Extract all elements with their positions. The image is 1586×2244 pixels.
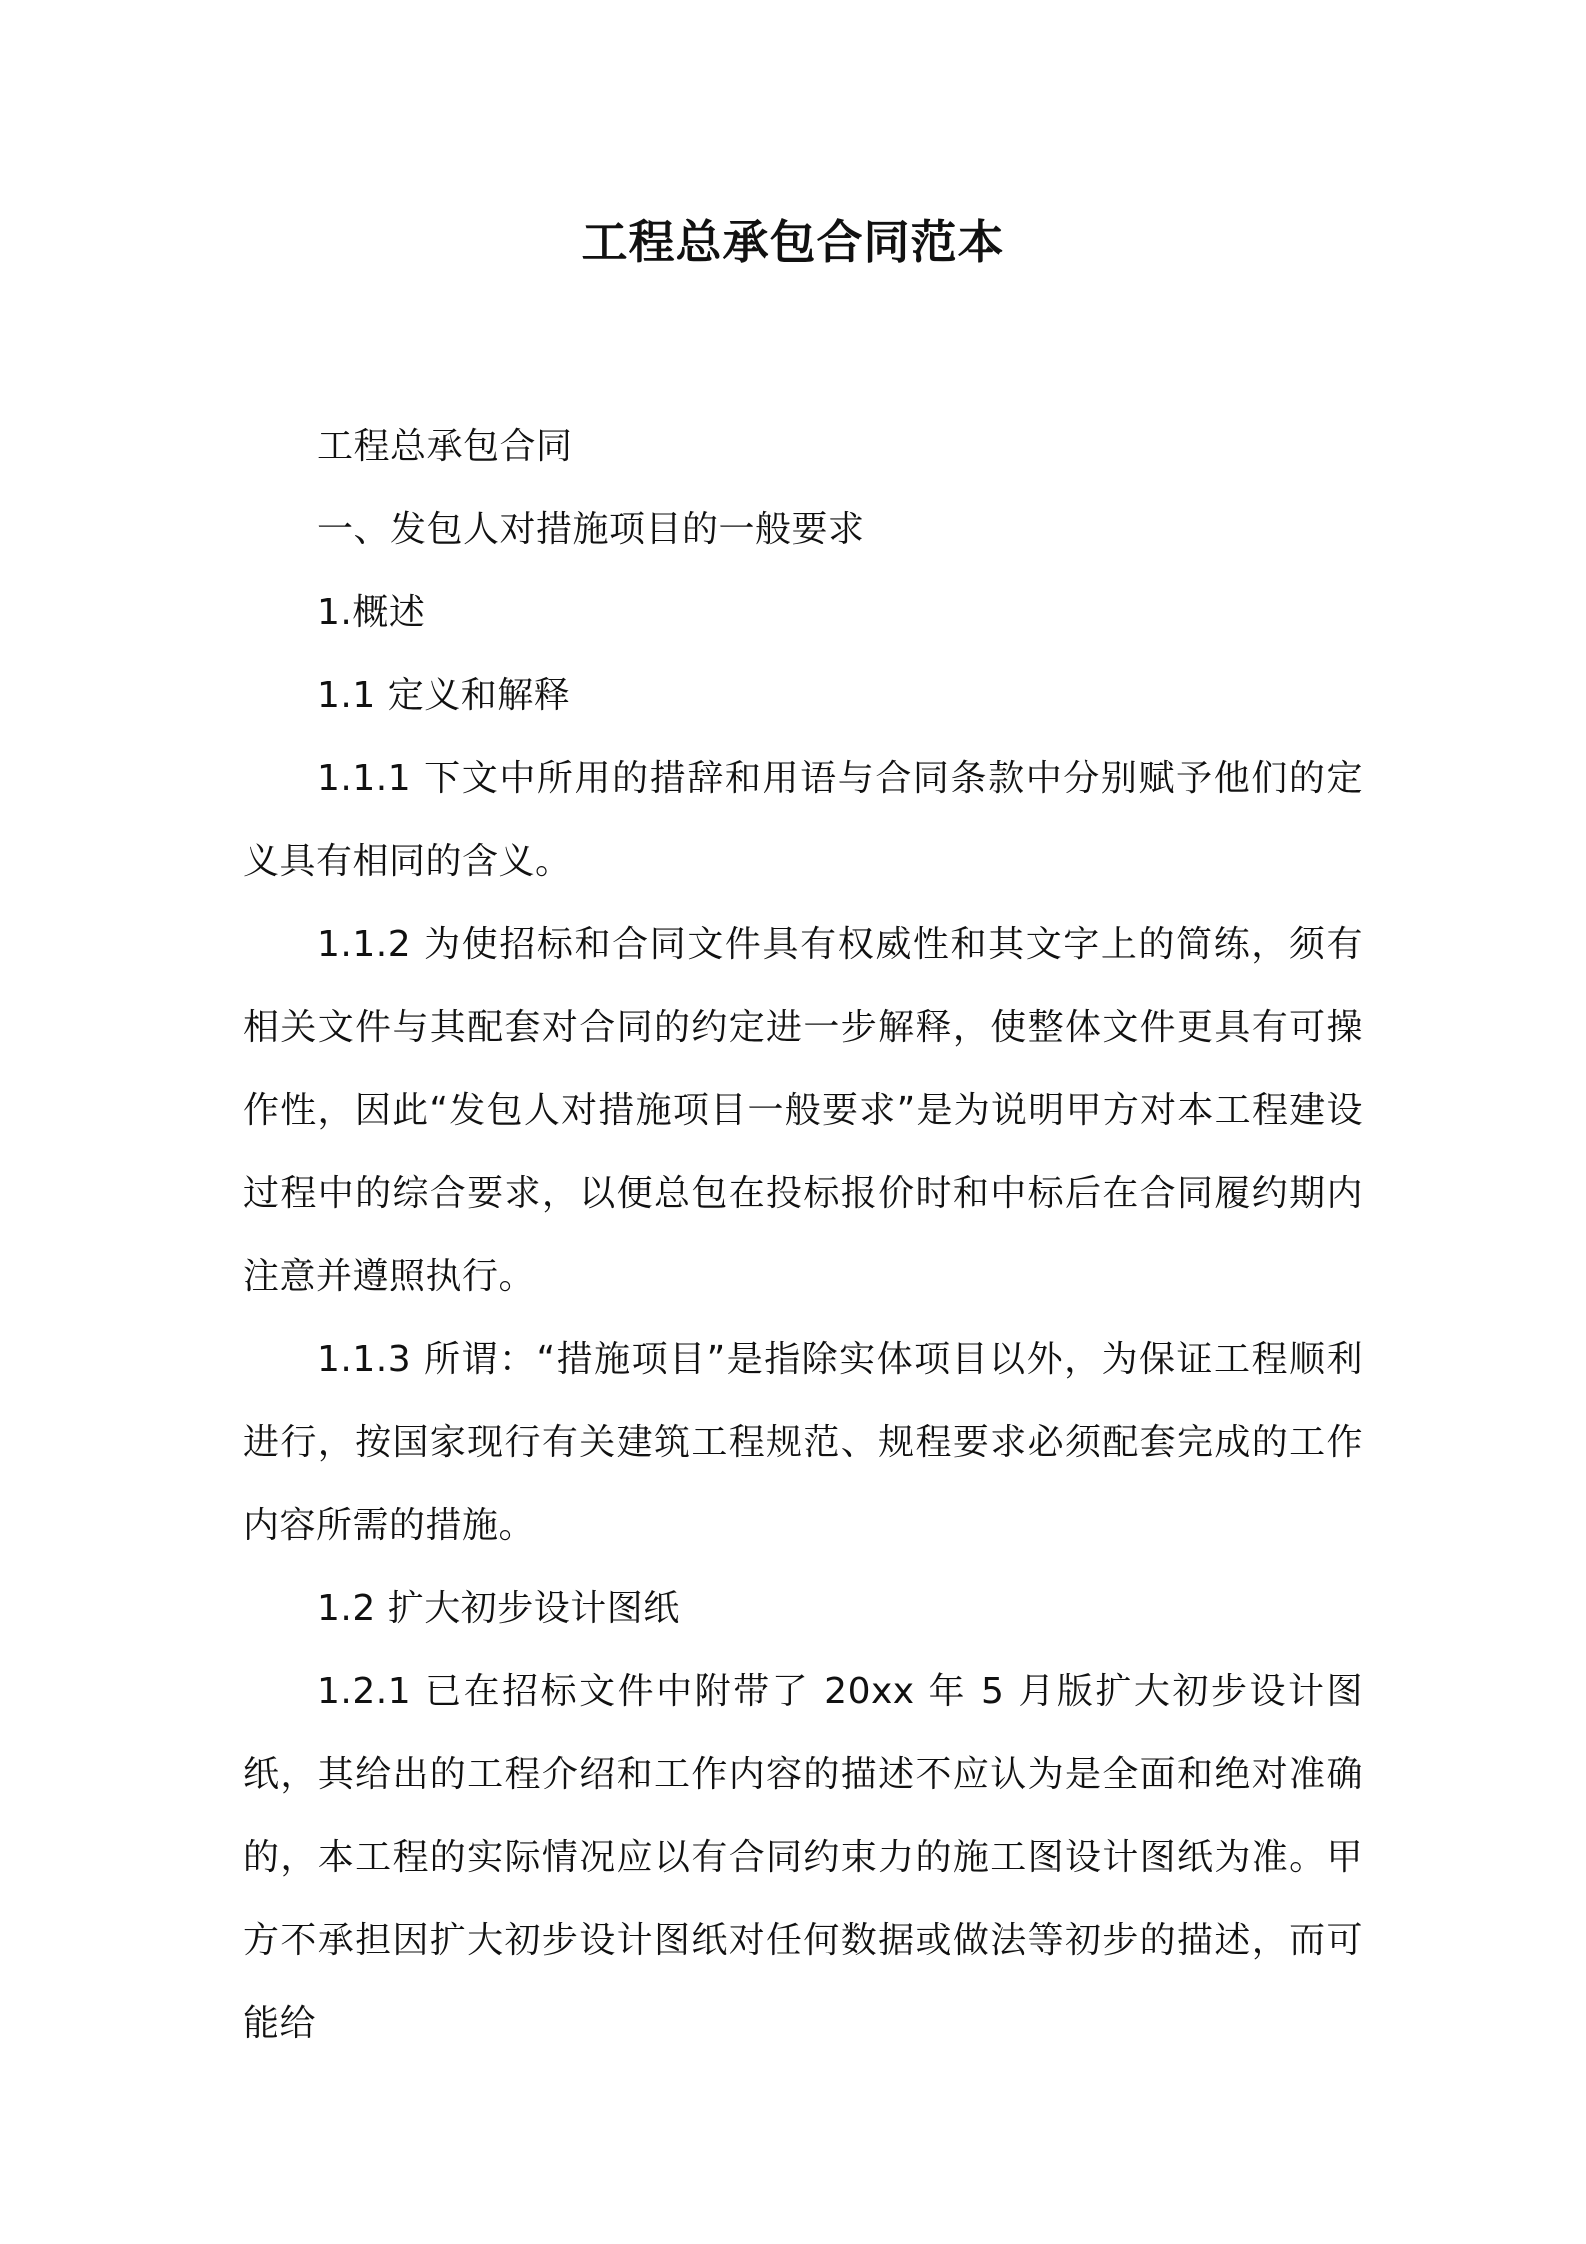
section-heading-1: 一、发包人对措施项目的一般要求 (317, 509, 865, 550)
clause-1-2-1: 1.2.1 已在招标文件中附带了 20xx 年 5 月版扩大初步设计图纸，其给出的工程介绍和工作内容的描述不应认为是全面和绝对准确的，本工程的实际情况应以有合同约束力的施工图设计图纸为准。甲方不承担因扩大初步设计图纸对任何数据或做法等初步的描述，而可能给 (243, 1671, 1363, 2044)
document-body (243, 405, 1363, 2065)
clause-1-1-3: 1.1.3 所谓：“措施项目”是指除实体项目以外，为保证工程顺利进行，按国家现行有关建筑工程规范、规程要求必须配套完成的工作内容所需的措施。 (243, 1339, 1363, 1546)
section-heading-1-overview: 1.概述 (317, 592, 426, 633)
contract-heading: 工程总承包合同 (317, 426, 573, 467)
document-title: 工程总承包合同范本 (581, 215, 1005, 269)
clause-1-1-1: 1.1.1 下文中所用的措辞和用语与合同条款中分别赋予他们的定义具有相同的含义。 (243, 758, 1363, 882)
section-heading-1-2: 1.2 扩大初步设计图纸 (317, 1588, 680, 1629)
clause-1-1-2: 1.1.2 为使招标和合同文件具有权威性和其文字上的简练，须有相关文件与其配套对合同的约定进一步解释，使整体文件更具有可操作性，因此“发包人对措施项目一般要求”是为说明甲方对本工程建设过程中的综合要求，以便总包在投标报价时和中标后在合同履约期内注意并遵照执行。 (243, 924, 1363, 1297)
section-heading-1-1: 1.1 定义和解释 (317, 675, 571, 716)
